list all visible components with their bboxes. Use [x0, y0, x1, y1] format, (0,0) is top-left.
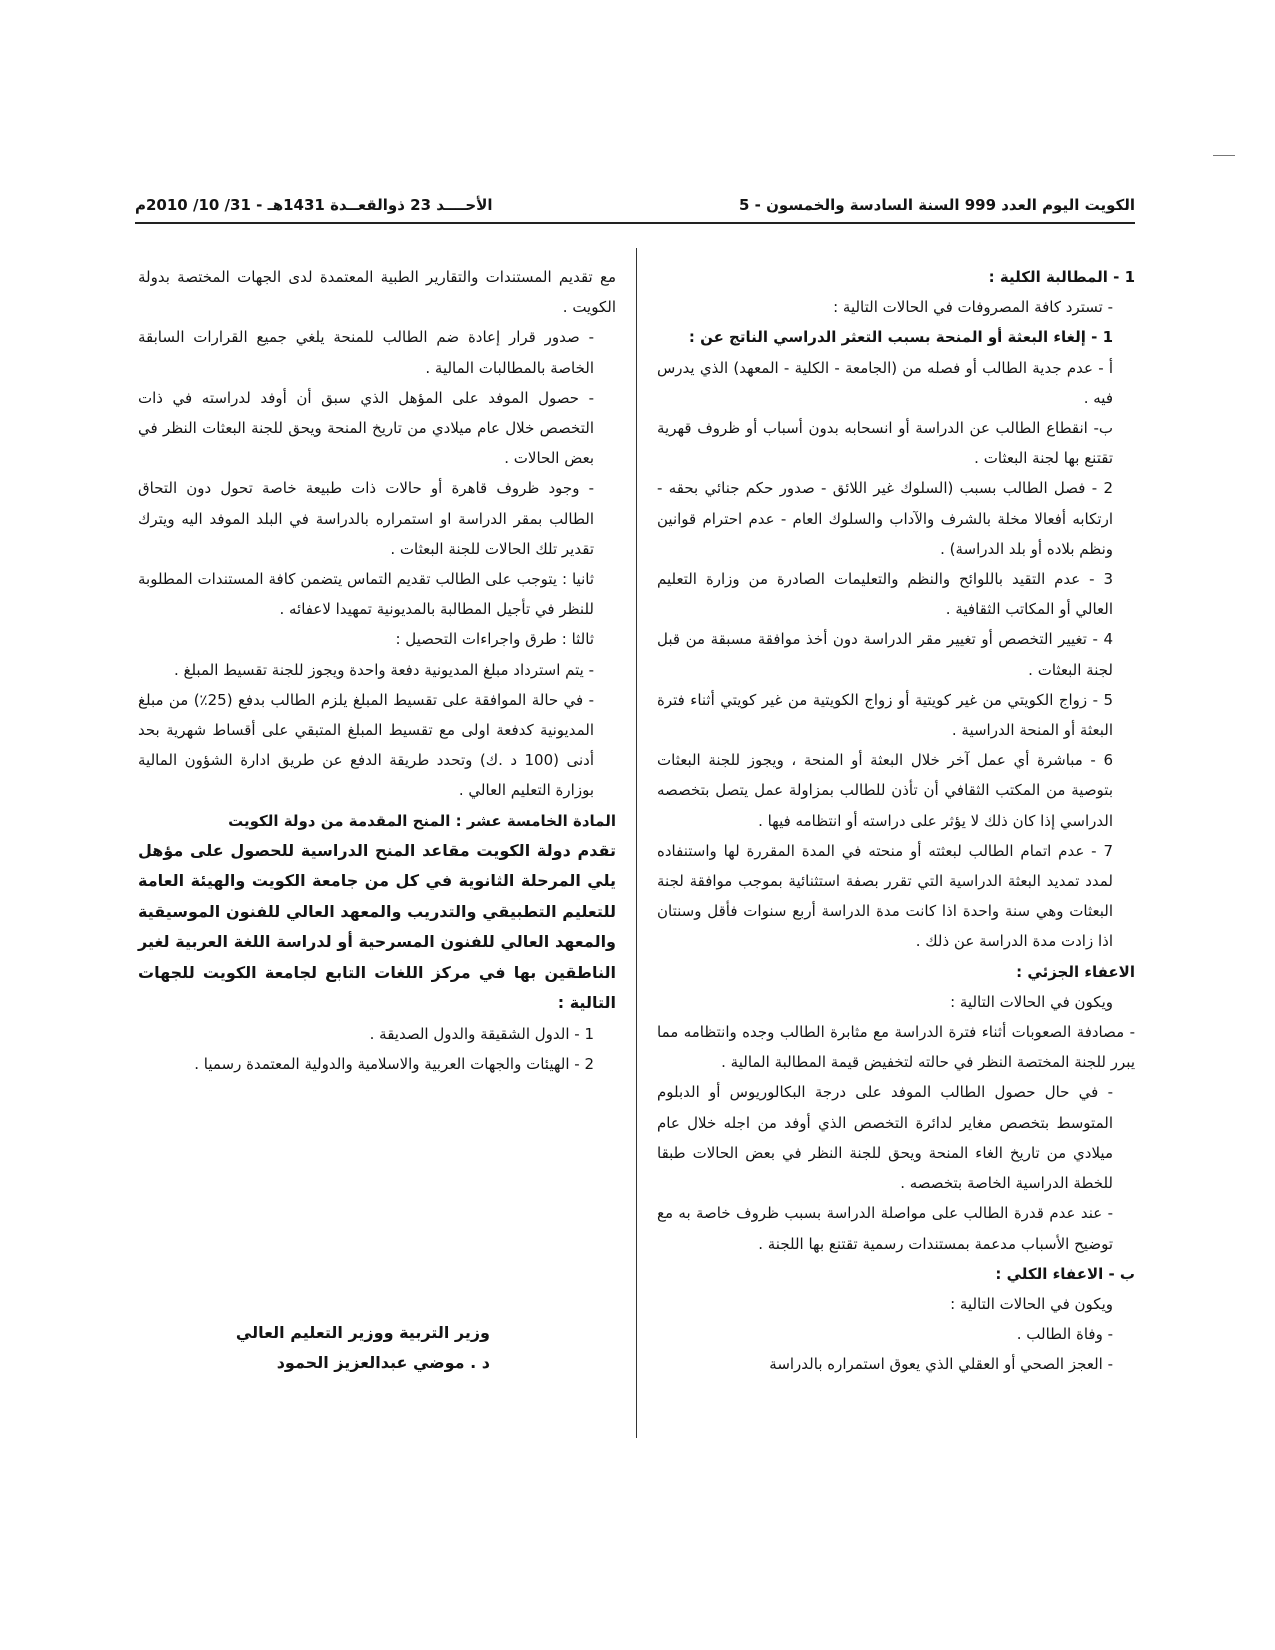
paragraph: - وفاة الطالب . — [1016, 1325, 1113, 1344]
signature-block — [150, 1318, 490, 1378]
paragraph: مع تقديم المستندات والتقارير الطبية المعتمدة لدى الجهات المختصة بدولة الكويت . — [138, 268, 616, 317]
header-publication: الكويت اليوم العدد 999 السنة السادسة والخمسون - 5 — [739, 196, 1135, 214]
left-column — [138, 262, 616, 1079]
page-header — [135, 186, 1135, 214]
paragraph: ثانيا : يتوجب على الطالب تقديم التماس يتضمن كافة المستندات المطلوبة للنظر في تأجيل المطالبة بالمديونية تمهيدا لاعفائه . — [138, 570, 594, 619]
paragraph: 6 - مباشرة أي عمل آخر خلال البعثة أو المنحة ، ويجوز للجنة البعثات بتوصية من المكتب الثقافي أن تأذن للطالب بمزاولة عمل يتصل بتخصصه الدراسي إذا كان ذلك لا يؤثر على دراسته أو انتظامه فيها . — [657, 751, 1113, 830]
header-rule — [135, 222, 1135, 224]
paragraph: - يتم استرداد مبلغ المديونية دفعة واحدة ويجوز للجنة تقسيط المبلغ . — [173, 660, 594, 679]
paragraph: ب- انقطاع الطالب عن الدراسة أو انسحابه بدون أسباب أو ظروف قهرية تقتنع بها لجنة البعثات . — [657, 419, 1113, 468]
paragraph: - صدور قرار إعادة ضم الطالب للمنحة يلغي جميع القرارات السابقة الخاصة بالمطالبات المالية . — [138, 328, 594, 377]
paragraph: - في حالة الموافقة على تقسيط المبلغ يلزم الطالب بدفع (25٪) من مبلغ المديونية كدفعة اولى مع تقسيط المبلغ المتبقي على أقساط شهرية بحد أدنى (100 د .ك) وتحدد طريقة الدفع عن طريق ادارة الشؤون المالية بوزارة التعليم العالي . — [138, 690, 594, 800]
paragraph: - عند عدم قدرة الطالب على مواصلة الدراسة بسبب ظروف خاصة به مع توضيح الأسباب مدعمة بمستندات رسمية تقتنع بها اللجنة . — [657, 1204, 1113, 1253]
paragraph: ب - الاعفاء الكلي : — [995, 1264, 1135, 1283]
paragraph: 1 - الدول الشقيقة والدول الصديقة . — [369, 1024, 594, 1043]
paragraph: 2 - فصل الطالب بسبب (السلوك غير اللائق - صدور حكم جنائي بحقه - ارتكابه أفعالا مخلة بالشرف والآداب والسلوك العام - عدم احترام قوانين ونظم بلاده أو بلد الدراسة) . — [657, 479, 1113, 558]
paragraph: - حصول الموفد على المؤهل الذي سبق أن أوفد لدراسته في ذات التخصص خلال عام ميلادي من تاريخ المنحة ويحق للجنة البعثات النظر في بعض الحالات . — [138, 388, 594, 468]
paragraph: - في حال حصول الطالب الموفد على درجة البكالوريوس أو الدبلوم المتوسط بتخصص مغاير لدائرة التخصص الذي أوفد من اجله خلال عام ميلادي من تاريخ الغاء المنحة ويحق للجنة النظر في بعض الحالات طبقا للخطة الدراسية الخاصة بتخصصه . — [657, 1083, 1113, 1193]
paragraph: - مصادفة الصعوبات أثناء فترة الدراسة مع مثابرة الطالب وجده وانتظامه مما يبرر للجنة المختصة النظر في حالته لتخفيض قيمة المطالبة المالية . — [657, 1023, 1135, 1072]
paragraph: تقدم دولة الكويت مقاعد المنح الدراسية للحصول على مؤهل يلي المرحلة الثانوية في كل من جامعة الكويت والهيئة العامة للتعليم التطبيقي والتدريب والمعهد العالي للفنون الموسيقية والمعهد العالي للفنون المسرحية أو لدراسة اللغة العربية لغير الناطقين بها في مركز اللغات التابع لجامعة الكويت للجهات التالية : — [138, 840, 616, 1013]
header-date: الأحــــد 23 ذوالقعــدة 1431هـ - 31/ 10/ 2010م — [135, 196, 493, 214]
paragraph: 4 - تغيير التخصص أو تغيير مقر الدراسة دون أخذ موافقة مسبقة من قبل لجنة البعثات . — [657, 630, 1113, 679]
paragraph: ثالثا : طرق واجراءات التحصيل : — [395, 630, 594, 649]
paragraph: المادة الخامسة عشر : المنح المقدمة من دولة الكويت — [228, 811, 616, 830]
corner-scan-mark — [1213, 155, 1235, 156]
paragraph: 1 - إلغاء البعثة أو المنحة بسبب التعثر الدراسي الناتج عن : — [688, 328, 1113, 347]
signature-name: د . موضي عبدالعزيز الحمود — [276, 1353, 490, 1372]
paragraph: 3 - عدم التقيد باللوائح والنظم والتعليمات الصادرة من وزارة التعليم العالي أو المكاتب الثقافية . — [657, 570, 1113, 619]
paragraph: - العجز الصحي أو العقلي الذي يعوق استمراره بالدراسة — [769, 1355, 1113, 1374]
paragraph: - تسترد كافة المصروفات في الحالات التالية : — [833, 298, 1113, 317]
paragraph: ويكون في الحالات التالية : — [950, 1294, 1113, 1313]
paragraph: 1 - المطالبة الكلية : — [988, 268, 1135, 286]
right-column — [657, 262, 1135, 1380]
paragraph: - وجود ظروف قاهرة أو حالات ذات طبيعة خاصة تحول دون التحاق الطالب بمقر الدراسة او استمراره بالدراسة في البلد الموفد اليه ويترك تقدير تلك الحالات للجنة البعثات . — [138, 479, 594, 558]
signature-title: وزير التربية ووزير التعليم العالي — [235, 1323, 490, 1342]
paragraph: 5 - زواج الكويتي من غير كويتية أو زواج الكويتية من غير كويتي أثناء فترة البعثة أو المنحة الدراسية . — [657, 690, 1113, 740]
paragraph: 7 - عدم اتمام الطالب لبعثته أو منحته في المدة المقررة لها واستنفاده لمدد تمديد البعثة الدراسية التي تقرر بصفة استثنائية بموجب موافقة لجنة البعثات وهي سنة واحدة اذا كانت مدة الدراسة أربع سنوات فأقل وسنتان اذا زادت مدة الدراسة عن ذلك . — [657, 841, 1113, 951]
paragraph: الاعفاء الجزئي : — [1016, 962, 1135, 981]
paragraph: ويكون في الحالات التالية : — [950, 992, 1113, 1011]
column-divider — [636, 248, 637, 1438]
paragraph: أ - عدم جدية الطالب أو فصله من (الجامعة - الكلية - المعهد) الذي يدرس فيه . — [657, 358, 1113, 407]
paragraph: 2 - الهيئات والجهات العربية والاسلامية والدولية المعتمدة رسميا . — [194, 1055, 594, 1074]
